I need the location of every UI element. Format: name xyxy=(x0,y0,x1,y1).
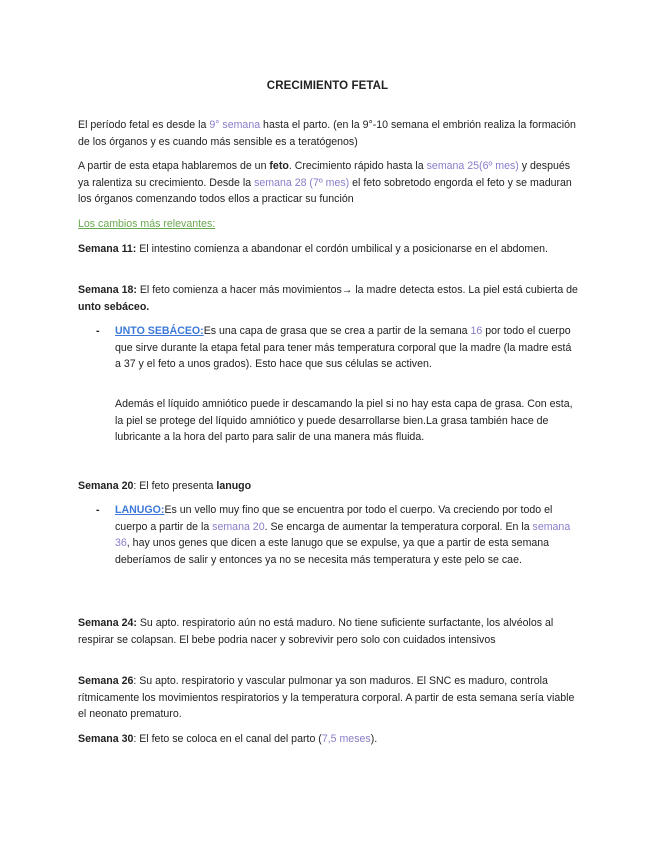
highlight-week: semana 36 xyxy=(115,520,571,549)
week-label: Semana 20 xyxy=(78,480,134,492)
unto-sebaceo-item xyxy=(115,323,575,373)
highlight-week: 9° semana xyxy=(209,119,261,131)
text: El feto comienza a hacer más movimientos→ la madre detecta estos. xyxy=(136,284,466,296)
text: El período fetal es desde la xyxy=(78,119,210,131)
week-30-paragraph xyxy=(78,731,578,748)
week-label: Semana 24: xyxy=(78,617,137,629)
text: y después ya ralentiza su crecimiento. Desde la xyxy=(78,160,571,189)
text: el feto sobretodo engorda el feto y se maduran los órganos comenzando todos ellos a practicar su función xyxy=(78,176,572,205)
highlight-week: semana 25(6º mes) xyxy=(426,160,519,172)
week-18-paragraph xyxy=(78,282,578,315)
week-20-paragraph xyxy=(78,478,578,495)
week-label: Semana 26 xyxy=(78,675,134,687)
term-link: LANUGO: xyxy=(115,504,165,516)
text: . Crecimiento rápido hasta la xyxy=(288,160,427,172)
text: , hay unos genes que dicen a este lanugo que se expulse, ya que a partir de esta semana deberíamos de salir y entonces ya no se necesita más temperatura y este pelo se cae. xyxy=(115,537,550,566)
bold-term: feto xyxy=(269,160,289,172)
text: Es un vello muy fino que se encuentra por todo el cuerpo. Va creciendo por todo el cuerpo a partir de la xyxy=(115,504,553,533)
bold-term: unto sebáceo. xyxy=(78,300,150,313)
week-label: Semana 18: xyxy=(78,284,137,296)
section-heading: Los cambios más relevantes: xyxy=(78,218,216,230)
text: : El feto presenta xyxy=(133,480,217,492)
intro-paragraph-1 xyxy=(78,117,578,150)
highlight-week: semana 28 (7º mes) xyxy=(254,176,350,189)
text: hasta el parto. (en la 9°-10 semana el embrión realiza la formación de los órganos y es cuando más sensible es a teratógenos) xyxy=(78,119,576,148)
highlight-week: semana 20 xyxy=(212,520,265,533)
text: Su apto. respiratorio aún no está maduro. No tiene suficiente surfactante, los alvéolos al respirar se colapsan. El bebe podria nacer y sobrevivir pero solo con cuidados intensivos xyxy=(78,617,554,646)
bullet-marker: - xyxy=(96,325,100,337)
page-title: CRECIMIENTO FETAL xyxy=(266,80,389,92)
text: por todo el cuerpo que sirve durante la etapa fetal para tener más temperatura corporal que la madre (la madre está a 37 y el feto a unos grados). Esto hace que sus células se activen. xyxy=(115,325,572,370)
text: ). xyxy=(370,733,378,745)
intro-paragraph-2 xyxy=(78,158,578,208)
week-26-paragraph xyxy=(78,673,578,723)
text: Es una capa de grasa que se crea a partir de la semana xyxy=(203,325,471,337)
week-label: Semana 11: xyxy=(78,243,137,255)
text: La piel está cubierta de xyxy=(465,284,578,296)
highlight-week: 16 xyxy=(470,325,483,337)
lanugo-item xyxy=(115,502,575,568)
text: : Su apto. respiratorio y vascular pulmonar ya son maduros. El SNC es maduro, controla rítmicamente los movimientos respiratorios y la temperatura corporal. A partir de esta semana sería viable el neonato prematuro. xyxy=(78,675,575,720)
highlight-week: 7,5 meses xyxy=(321,733,371,745)
term-link: UNTO SEBÁCEO: xyxy=(115,325,204,337)
unto-sebaceo-paragraph-2: Además el líquido amniótico puede ir descamando la piel si no hay esta capa de grasa. Con esta, la piel se protege del líquido amniótico y puede desarrollarse bien.La grasa también hace de lubricante a la hora del parto para salir de una manera más fluida. xyxy=(115,398,573,443)
bold-term: lanugo xyxy=(216,480,252,492)
text: . Se encarga de aumentar la temperatura corporal. En la xyxy=(264,520,533,533)
week-11-paragraph xyxy=(78,241,578,258)
week-label: Semana 30 xyxy=(78,733,134,745)
week-24-paragraph xyxy=(78,615,578,648)
text: : El feto se coloca en el canal del parto ( xyxy=(133,733,322,745)
bullet-marker: - xyxy=(96,504,100,516)
text: El intestino comienza a abandonar el cordón umbilical y a posicionarse en el abdomen. xyxy=(136,243,548,255)
text: A partir de esta etapa hablaremos de un xyxy=(78,160,270,172)
